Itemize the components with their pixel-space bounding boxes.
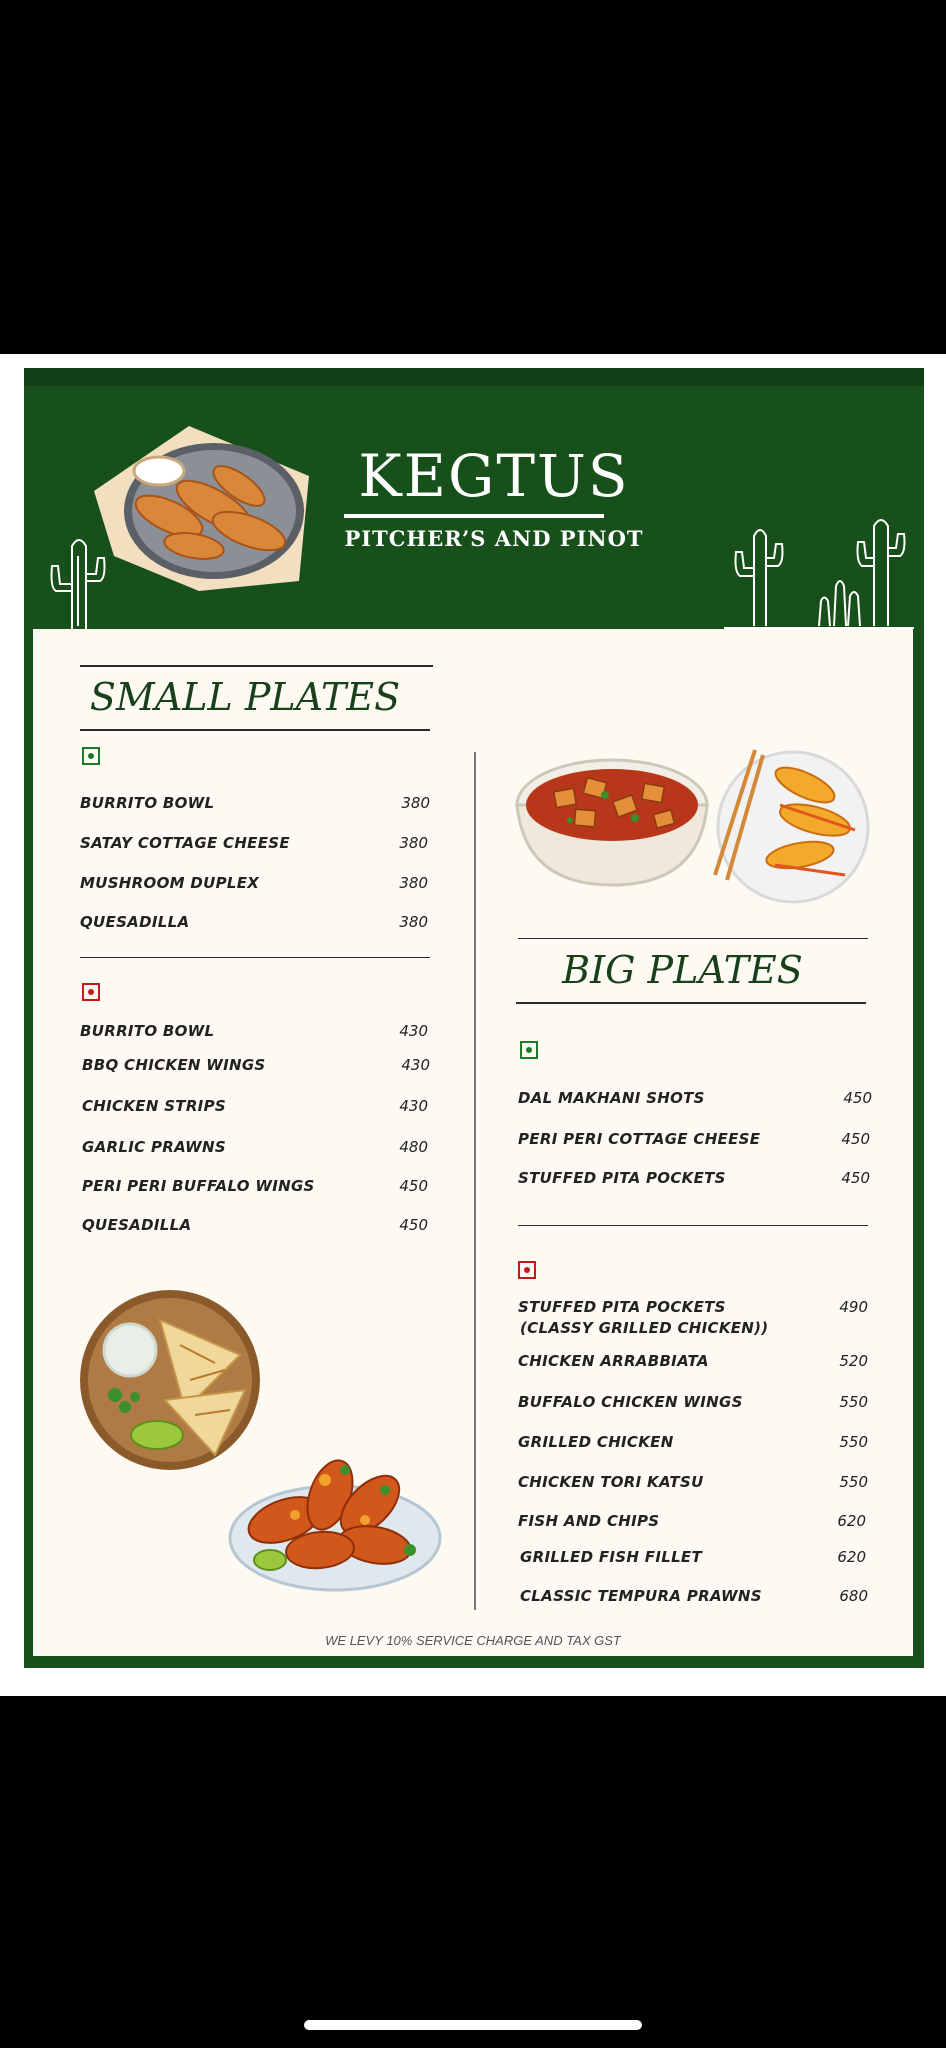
tempura-plate-illustration xyxy=(705,745,875,905)
menu-item-price: 480 xyxy=(399,1138,428,1156)
brand-underline xyxy=(344,514,604,518)
menu-item-name: CHICKEN TORI KATSU xyxy=(518,1473,704,1491)
menu-item-price: 450 xyxy=(399,1177,428,1195)
menu-item-price: 490 xyxy=(839,1298,868,1316)
menu-item-name: CLASSIC TEMPURA PRAWNS xyxy=(520,1587,762,1605)
big-plates-top-rule xyxy=(518,938,868,939)
cactus-right-icon xyxy=(724,506,914,631)
menu-item-name: CHICKEN STRIPS xyxy=(82,1097,226,1115)
menu-item-price: 550 xyxy=(839,1433,868,1451)
menu-item-name: MUSHROOM DUPLEX xyxy=(80,874,260,892)
menu-item-name: FISH AND CHIPS xyxy=(518,1512,660,1530)
brand-subtitle: PITCHER’S AND PINOT xyxy=(344,526,644,551)
menu-item-price: 430 xyxy=(399,1022,428,1040)
paneer-bowl-illustration xyxy=(515,750,710,890)
menu-item-price: 450 xyxy=(841,1130,870,1148)
menu-item-price: 620 xyxy=(837,1548,866,1566)
menu-item-name: PERI PERI COTTAGE CHEESE xyxy=(518,1130,761,1148)
menu-item-price: 380 xyxy=(401,794,430,812)
nonveg-indicator-icon xyxy=(518,1261,536,1279)
menu-item-price: 550 xyxy=(839,1473,868,1491)
veg-indicator-icon xyxy=(82,747,100,765)
small-plates-divider xyxy=(80,957,430,958)
menu-item-name: GARLIC PRAWNS xyxy=(82,1138,226,1156)
menu-item-name: DAL MAKHANI SHOTS xyxy=(518,1089,705,1107)
big-plates-title: BIG PLATES xyxy=(562,948,803,992)
menu-item-name: PERI PERI BUFFALO WINGS xyxy=(82,1177,315,1195)
cactus-left-icon xyxy=(44,526,114,636)
menu-item-price: 450 xyxy=(399,1216,428,1234)
menu-item-name: QUESADILLA xyxy=(80,913,190,931)
menu-item-name: BUFFALO CHICKEN WINGS xyxy=(518,1393,743,1411)
service-charge-note: WE LEVY 10% SERVICE CHARGE AND TAX GST xyxy=(325,1633,621,1648)
menu-item-price: 450 xyxy=(843,1089,872,1107)
menu-item-price: 380 xyxy=(399,874,428,892)
menu-item-price: 520 xyxy=(839,1352,868,1370)
menu-header xyxy=(24,386,924,630)
menu-item-name: CHICKEN ARRABBIATA xyxy=(518,1352,709,1370)
column-divider xyxy=(474,752,476,1610)
nonveg-indicator-icon xyxy=(82,983,100,1001)
menu-item-price: 450 xyxy=(841,1169,870,1187)
small-plates-bottom-rule xyxy=(80,729,430,731)
small-plates-top-rule xyxy=(80,665,433,667)
menu-item-price: 550 xyxy=(839,1393,868,1411)
veg-indicator-icon xyxy=(520,1041,538,1059)
big-plates-divider xyxy=(518,1225,868,1226)
menu-item-name: STUFFED PITA POCKETS xyxy=(518,1298,726,1316)
menu-item-price: 380 xyxy=(399,913,428,931)
home-indicator[interactable] xyxy=(304,2020,642,2030)
menu-item-name: BURRITO BOWL xyxy=(80,794,215,812)
menu-item-name: QUESADILLA xyxy=(82,1216,192,1234)
menu-item-name-line2: (CLASSY GRILLED CHICKEN)) xyxy=(520,1319,769,1337)
menu-item-name: BURRITO BOWL xyxy=(80,1022,215,1040)
big-plates-bottom-rule xyxy=(516,1002,866,1004)
brand-name: KEGTUS xyxy=(358,442,630,510)
menu-item-price: 380 xyxy=(399,834,428,852)
menu-item-name: BBQ CHICKEN WINGS xyxy=(82,1056,266,1074)
chicken-wings-illustration xyxy=(225,1420,445,1600)
menu-item-price: 680 xyxy=(839,1587,868,1605)
menu-item-name: GRILLED CHICKEN xyxy=(518,1433,674,1451)
menu-item-name: STUFFED PITA POCKETS xyxy=(518,1169,726,1187)
menu-item-price: 430 xyxy=(399,1097,428,1115)
frame-top-strip xyxy=(24,368,924,386)
menu-item-price: 430 xyxy=(401,1056,430,1074)
menu-item-name: SATAY COTTAGE CHEESE xyxy=(80,834,290,852)
menu-item-price: 620 xyxy=(837,1512,866,1530)
small-plates-title: SMALL PLATES xyxy=(89,675,401,719)
menu-item-name: GRILLED FISH FILLET xyxy=(520,1548,703,1566)
